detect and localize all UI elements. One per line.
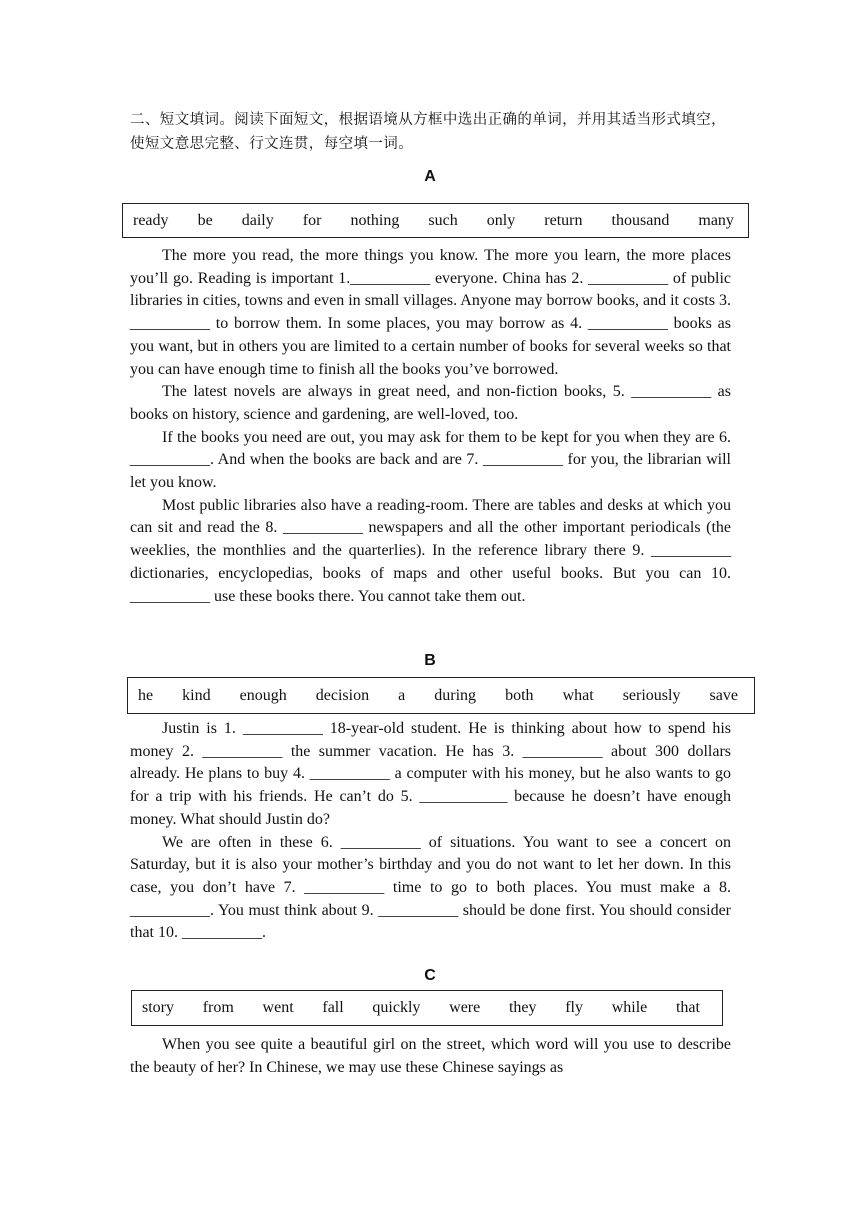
word-box-item: many — [698, 211, 734, 229]
word-box-item: quickly — [372, 999, 421, 1016]
instructions: 二、短文填词。阅读下面短文，根据语境从方框中选出正确的单词，并用其适当形式填空，使短文意思完整、行文连贯，每空填一词。 — [130, 112, 726, 152]
word-box-item: for — [302, 211, 322, 229]
paragraph: If the books you need are out, you may ask for them to be kept for you when they are 6. __________. And when the books are back and are 7. __________ for you, the librarian will let you know. — [130, 428, 731, 492]
passage-b — [130, 718, 731, 945]
word-box-item: during — [434, 686, 477, 704]
passage-c — [130, 1034, 731, 1079]
word-box-item: what — [562, 686, 594, 704]
word-box-item: while — [611, 999, 648, 1016]
paragraph: When you see quite a beautiful girl on the street, which word will you use to describe the beauty of her? In Chinese, we may use these Chinese sayings as — [130, 1036, 731, 1076]
word-box-item: only — [486, 211, 516, 229]
word-box-item: decision — [315, 686, 370, 704]
word-box-b — [127, 677, 755, 714]
word-box-c — [131, 990, 723, 1026]
paragraph: Most public libraries also have a reading-room. There are tables and desks at which you can sit and read the 8. __________ newspapers and all the other important periodicals (the weeklies, the monthlies and the quarterlies). In the reference library there 9. __________ dictionaries, encyclopedias, books of maps and other useful books. But you can 10. __________ use these books there. You cannot take them out. — [130, 496, 731, 605]
word-box-item: he — [138, 686, 154, 704]
section-b-title: B — [424, 652, 436, 669]
word-box-item: kind — [182, 686, 211, 704]
paragraph: The latest novels are always in great need, and non-fiction books, 5. __________ as books on history, science and gardening, are well-loved, too. — [130, 383, 731, 423]
word-box-item: fly — [565, 999, 583, 1016]
word-box-item: enough — [239, 686, 287, 704]
word-box-item: nothing — [350, 211, 400, 229]
word-box-item: both — [505, 686, 534, 704]
word-box-a — [122, 203, 749, 238]
passage-a — [130, 245, 731, 608]
word-box-item: fall — [322, 999, 344, 1016]
word-box-item: be — [197, 211, 213, 229]
word-box-item: ready — [133, 211, 169, 229]
word-box-item: story — [142, 999, 174, 1016]
word-box-item: thousand — [611, 211, 670, 229]
paragraph: We are often in these 6. __________ of situations. You want to see a concert on Saturday, but it is also your mother’s birthday and you do not want to let her down. In this case, you don’t have 7. __________ time to go to both places. You must make a 8. __________. You must think about 9. __________ should be done first. You should consider that 10. __________. — [130, 833, 731, 942]
word-box-item: seriously — [622, 686, 681, 704]
word-box-item: save — [709, 686, 738, 704]
paragraph: The more you read, the more things you know. The more you learn, the more places you’ll go. Reading is important 1.__________ everyone. China has 2. __________ of public libraries in cities, towns and even in small villages. Anyone may borrow books, and it costs 3. __________ to borrow them. In some places, you may borrow as 4. __________ books as you want, but in others you are limited to a certain number of books for several weeks so that you can have enough time to finish all the books you’ve borrowed. — [130, 247, 731, 378]
word-box-item: daily — [241, 211, 274, 229]
word-box-item: went — [262, 999, 294, 1016]
word-box-item: return — [544, 211, 583, 229]
section-c-title: C — [424, 967, 436, 984]
word-box-item: they — [508, 999, 537, 1016]
paragraph: Justin is 1. __________ 18-year-old student. He is thinking about how to spend his money 2. __________ the summer vacation. He has 3. __________ about 300 dollars already. He plans to buy 4. __________ a computer with his money, but he also wants to go for a trip with his friends. He can’t do 5. ___________ because he doesn’t have enough money. What should Justin do? — [130, 720, 731, 828]
word-box-item: such — [428, 211, 458, 229]
section-a-title: A — [424, 168, 436, 185]
word-box-item: from — [202, 999, 234, 1016]
word-box-item: that — [675, 999, 700, 1016]
word-box-item: a — [398, 686, 406, 704]
word-box-item: were — [449, 999, 481, 1016]
